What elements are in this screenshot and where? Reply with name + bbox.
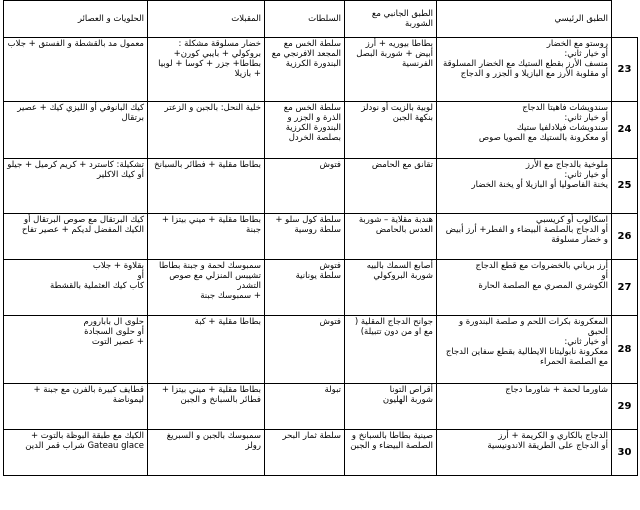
table-row — [4, 260, 638, 316]
dessert-cell: معمول مد بالقشطة و الفستق + جلاب — [4, 38, 148, 102]
day-number: 26 — [612, 214, 638, 260]
dessert-cell: الكيك مع طبقة البوظة بالتوت + Gateau glace شراب قمر الدين — [4, 430, 148, 476]
side-dish-cell: صينية بطاطا بالسبانخ و الصلصة البيضاء و الجبن — [345, 430, 437, 476]
starter-cell: بطاطا مقلية + فطائر بالسبانخ — [148, 159, 265, 214]
starter-cell: بطاطا مقلية + ميني بيتزا + جبنة — [148, 214, 265, 260]
main-dish-cell: اسكالوب أو كريسبي أو الدجاج بالصلصة البيضاء و الفطر+ أرز أبيض و خضار مسلوقة — [437, 214, 612, 260]
main-dish-cell: المعكرونة بكرات اللحم و صلصة البندورة و الحبق أو خيار ثاني: معكرونة نابوليتانا الايطالية بقطع سفاين الدجاج مع الصلصة الحمراء — [437, 316, 612, 384]
day-number: 25 — [612, 159, 638, 214]
dessert-cell: بقلاوة + جلاب أو كاب كيك العثملية بالقشطة — [4, 260, 148, 316]
header-starters: المقبلات — [148, 1, 265, 38]
salad-cell: فتوش — [265, 316, 345, 384]
header-day — [612, 1, 638, 38]
dessert-cell: قطايف كبيرة بالفرن مع جبنة + ليموناضة — [4, 384, 148, 430]
day-number: 29 — [612, 384, 638, 430]
main-dish-cell: شاورما لحمة + شاورما دجاج — [437, 384, 612, 430]
table-row — [4, 430, 638, 476]
day-number: 30 — [612, 430, 638, 476]
salad-cell: سلطة الخس مع الذرة و الجزر و البندورة الكرزية بصلصة الخردل — [265, 102, 345, 159]
dessert-cell: كيك البانوفي أو الليزي كيك + عصير برتقال — [4, 102, 148, 159]
menu-table — [3, 0, 638, 476]
side-dish-cell: بطاطا بيوريه + أرز أبيض + شوربة البصل الفرنسية — [345, 38, 437, 102]
salad-cell: فتوش — [265, 159, 345, 214]
day-number: 23 — [612, 38, 638, 102]
salad-cell: سلطة كول سلو + سلطة روسية — [265, 214, 345, 260]
side-dish-cell: لوبية بالزيت أو نودلز بنكهة الجبن — [345, 102, 437, 159]
table-row — [4, 384, 638, 430]
table-row — [4, 102, 638, 159]
starter-cell: سمبوسك لحمة و جبنة بطاطا تشيبس المنزلي مع صوص التشدر + سمبوسك جبنة — [148, 260, 265, 316]
salad-cell: سلطة ثمار البحر — [265, 430, 345, 476]
main-dish-cell: أرز برياني بالخضروات مع قطع الدجاج أو الكوشري المصري مع الصلصة الحارة — [437, 260, 612, 316]
main-dish-cell: الدجاج بالكاري و الكريمة + أرز أو الدجاج على الطريقة الاندونيسية — [437, 430, 612, 476]
table-row — [4, 159, 638, 214]
main-dish-cell: سندويشات فاهيتا الدجاج أو خيار ثاني: سندويشات فيلادلفيا ستيك أو معكرونة بالستيك مع الصويا صوص — [437, 102, 612, 159]
main-dish-cell: ملوخية بالدجاج مع الأرز أو خيار ثاني: يخنة الفاصوليا أو البازيلا أو يخنة الخضار — [437, 159, 612, 214]
header-side-dish: الطبق الجانبي مع الشوربة — [345, 1, 437, 38]
day-number: 28 — [612, 316, 638, 384]
salad-cell: تبولة — [265, 384, 345, 430]
starter-cell: خضار مسلوقة مشكلة : بروكولي + بايبي كورن+ بطاطا+ جزر + كوسا + لوبيا + بازيلا — [148, 38, 265, 102]
table-row — [4, 214, 638, 260]
main-dish-cell: روستو مع الخضار أو خيار ثاني: منسف الأرز بقطع الستيك مع الخضار المسلوقة أو مقلوبة الأرز مع البازيلا و الجزر و الدجاج — [437, 38, 612, 102]
side-dish-cell: تقانق مع الحامض — [345, 159, 437, 214]
starter-cell: خلية النحل: بالجبن و الزعتر — [148, 102, 265, 159]
side-dish-cell: هندبة مقلاية – شوربة العدس بالحامض — [345, 214, 437, 260]
dessert-cell: حلوى ال بابارورم أو حلوى السجادة + عصير التوت — [4, 316, 148, 384]
table-row — [4, 38, 638, 102]
table-row — [4, 316, 638, 384]
header-desserts: الحلويات و العصائر — [4, 1, 148, 38]
starter-cell: بطاطا مقلية + ميني بيتزا + فطائر بالسبانخ و الجبن — [148, 384, 265, 430]
starter-cell: بطاطا مقلية + كبة — [148, 316, 265, 384]
day-number: 24 — [612, 102, 638, 159]
header-row — [4, 1, 638, 38]
dessert-cell: كيك البرتقال مع صوص البرتقال أو الكيك المفضل لديكم + عصير تفاح — [4, 214, 148, 260]
side-dish-cell: أصابع السمك بالبيه شوربة البروكولي — [345, 260, 437, 316]
side-dish-cell: أقراص التونا شوربة الهليون — [345, 384, 437, 430]
side-dish-cell: جوانح الدجاج المقلية ( مع او من دون تتبيلة) — [345, 316, 437, 384]
starter-cell: سمبوسك بالجبن و السبريغ رولز — [148, 430, 265, 476]
header-main-dish: الطبق الرئيسي — [437, 1, 612, 38]
salad-cell: سلطة الخس مع المجعد الافرنجي مع البندورة الكرزية — [265, 38, 345, 102]
day-number: 27 — [612, 260, 638, 316]
dessert-cell: تشكيلة: كاسترد + كريم كرميل + جيلو أو كيك الاكلير — [4, 159, 148, 214]
header-salads: السلطات — [265, 1, 345, 38]
salad-cell: فتوش سلطة يونانية — [265, 260, 345, 316]
